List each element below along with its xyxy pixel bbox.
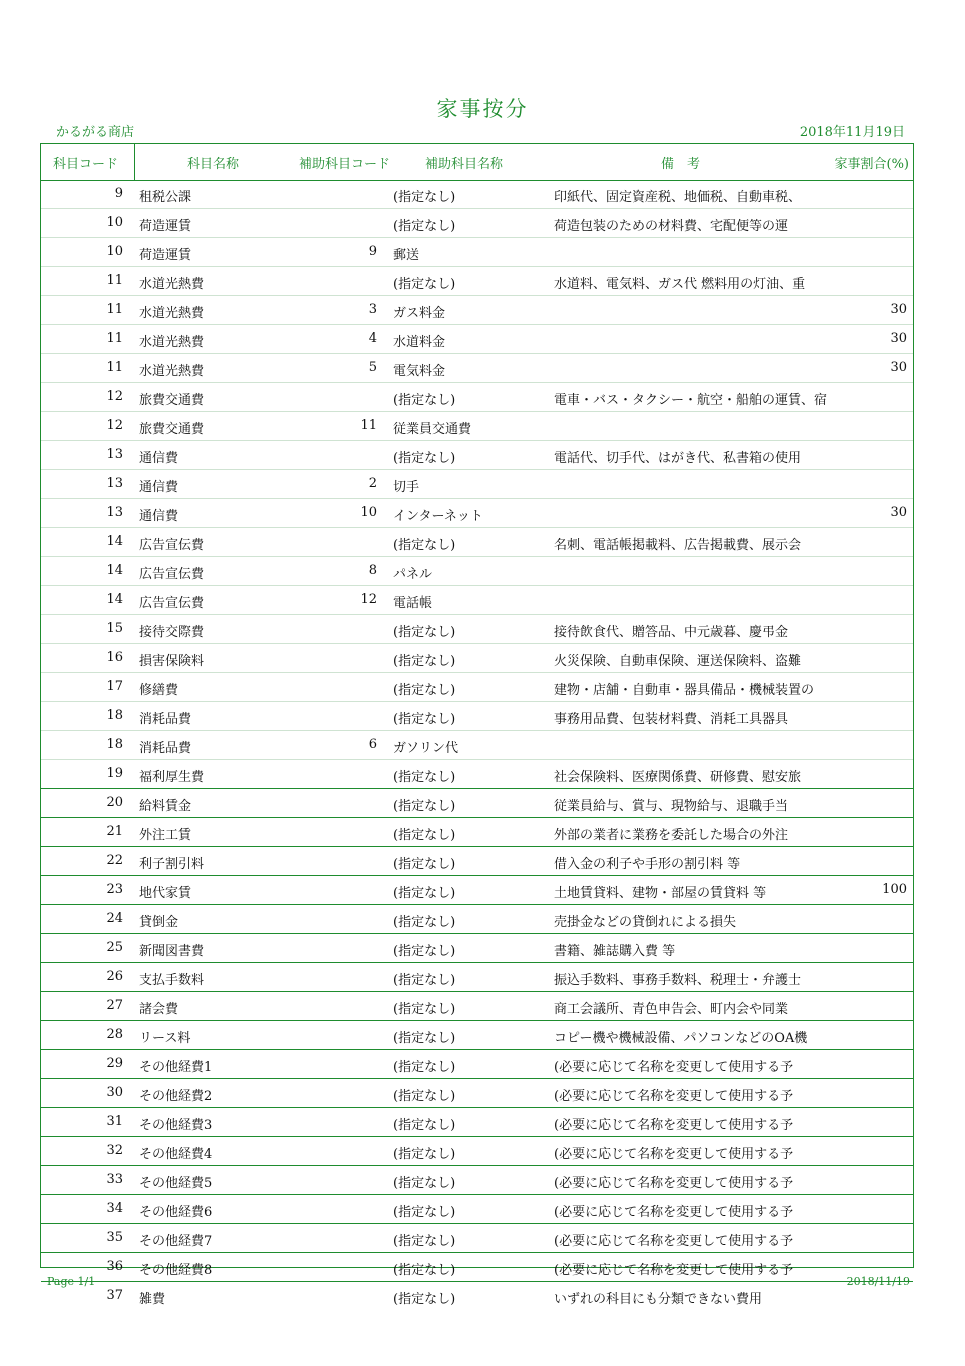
cell-note: 水道料、電気料、ガス代 燃料用の灯油、重 — [554, 277, 806, 292]
cell-note: (必要に応じて名称を変更して使用する予 — [554, 1176, 794, 1191]
table-row — [41, 1050, 913, 1079]
cell-ratio: 30 — [890, 360, 907, 375]
cell-code: 11 — [106, 331, 123, 346]
cell-name: 支払手数料 — [139, 973, 205, 988]
cell-code: 24 — [106, 911, 123, 926]
cell-code: 14 — [106, 534, 123, 549]
cell-name: その他経費3 — [139, 1118, 213, 1133]
cell-sub-name: 電話帳 — [393, 596, 433, 611]
cell-sub-name: (指定なし) — [393, 654, 456, 669]
cell-name: 水道光熱費 — [139, 306, 205, 321]
cell-name: 旅費交通費 — [139, 393, 205, 408]
report-title: 家事按分 — [436, 97, 529, 121]
header-code: 科目コード — [53, 157, 119, 172]
cell-name: 通信費 — [139, 480, 179, 495]
cell-code: 14 — [106, 563, 123, 578]
cell-note: 商工会議所、青色申告会、町内会や同業 — [554, 1002, 789, 1017]
cell-note: 火災保険、自動車保険、運送保険料、盗難 — [554, 654, 802, 669]
table-row — [41, 412, 913, 441]
cell-sub-name: 切手 — [393, 480, 420, 495]
cell-sub-name: (指定なし) — [393, 886, 456, 901]
header-sub-name: 補助科目名称 — [425, 157, 504, 172]
cell-name: 広告宣伝費 — [139, 538, 205, 553]
cell-name: 諸会費 — [139, 1002, 179, 1017]
table-row — [41, 963, 913, 992]
cell-code: 34 — [106, 1201, 123, 1216]
cell-name: 消耗品費 — [139, 741, 192, 756]
cell-code: 22 — [106, 853, 123, 868]
cell-sub-name: (指定なし) — [393, 1234, 456, 1249]
cell-name: 貸倒金 — [139, 915, 179, 930]
cell-sub-name: (指定なし) — [393, 1002, 456, 1017]
header-sub-code: 補助科目コード — [299, 157, 391, 172]
header-ratio: 家事割合(%) — [834, 157, 909, 172]
cell-sub-name: (指定なし) — [393, 1118, 456, 1133]
cell-note: (必要に応じて名称を変更して使用する予 — [554, 1060, 794, 1075]
cell-note: 事務用品費、包装材料費、消耗工具器具 — [554, 712, 789, 727]
cell-note: (必要に応じて名称を変更して使用する予 — [554, 1147, 794, 1162]
table-body — [41, 180, 913, 1310]
cell-code: 33 — [106, 1172, 123, 1187]
cell-code: 23 — [106, 882, 123, 897]
cell-sub-code: 9 — [368, 244, 377, 259]
cell-sub-name: (指定なし) — [393, 712, 456, 727]
cell-name: 消耗品費 — [139, 712, 192, 727]
cell-name: その他経費2 — [139, 1089, 213, 1104]
cell-code: 31 — [106, 1114, 123, 1129]
cell-sub-code: 10 — [360, 505, 377, 520]
cell-sub-name: (指定なし) — [393, 857, 456, 872]
cell-name: 損害保険料 — [139, 654, 205, 669]
cell-name: 雑費 — [139, 1292, 166, 1307]
cell-sub-name: (指定なし) — [393, 1031, 456, 1046]
table-row — [41, 470, 913, 499]
cell-name: リース料 — [139, 1031, 191, 1046]
cell-note: (必要に応じて名称を変更して使用する予 — [554, 1118, 794, 1133]
cell-name: その他経費4 — [139, 1147, 213, 1162]
cell-name: 修繕費 — [139, 683, 179, 698]
cell-sub-name: (指定なし) — [393, 828, 456, 843]
cell-note: 電話代、切手代、はがき代、私書箱の使用 — [554, 451, 802, 466]
table-row — [41, 441, 913, 470]
cell-code: 27 — [106, 998, 123, 1013]
cell-name: その他経費8 — [139, 1263, 213, 1278]
cell-note: 土地賃貸料、建物・部屋の賃貸料 等 — [554, 886, 767, 901]
cell-sub-code: 11 — [360, 418, 377, 433]
cell-code: 37 — [106, 1288, 123, 1303]
cell-code: 13 — [106, 447, 123, 462]
cell-note: (必要に応じて名称を変更して使用する予 — [554, 1089, 794, 1104]
cell-sub-name: (指定なし) — [393, 1263, 456, 1278]
cell-code: 16 — [106, 650, 123, 665]
table-row — [41, 760, 913, 789]
table-row — [41, 383, 913, 412]
table-row — [41, 528, 913, 557]
cell-note: 接待飲食代、贈答品、中元歳暮、慶弔金 — [554, 625, 789, 640]
cell-sub-name: 電気料金 — [393, 364, 446, 379]
cell-note: 電車・バス・タクシー・航空・船舶の運賃、宿 — [554, 393, 828, 408]
cell-code: 10 — [106, 215, 123, 230]
cell-name: その他経費5 — [139, 1176, 213, 1191]
table-row — [41, 789, 913, 818]
cell-sub-name: (指定なし) — [393, 625, 456, 640]
header-note: 備 考 — [661, 157, 701, 172]
cell-sub-name: (指定なし) — [393, 1292, 456, 1307]
cell-note: (必要に応じて名称を変更して使用する予 — [554, 1234, 794, 1249]
cell-sub-name: (指定なし) — [393, 799, 456, 814]
cell-note: 振込手数料、事務手数料、税理士・弁護士 — [554, 973, 802, 988]
cell-code: 12 — [106, 418, 123, 433]
table-row — [41, 731, 913, 760]
cell-name: 水道光熱費 — [139, 335, 205, 350]
table-row — [41, 267, 913, 296]
cell-sub-code: 3 — [368, 302, 377, 317]
cell-name: 租税公課 — [139, 190, 192, 205]
cell-note: 従業員給与、賞与、現物給与、退職手当 — [554, 799, 789, 814]
table-header — [41, 144, 913, 181]
cell-note: 外部の業者に業務を委託した場合の外注 — [554, 828, 789, 843]
cell-sub-code: 12 — [360, 592, 377, 607]
cell-code: 10 — [106, 244, 123, 259]
cell-sub-name: パネル — [393, 567, 433, 582]
table-row — [41, 905, 913, 934]
table-row — [41, 1137, 913, 1166]
cell-sub-name: (指定なし) — [393, 190, 456, 205]
cell-name: 利子割引料 — [139, 857, 205, 872]
table-row — [41, 325, 913, 354]
cell-name: その他経費7 — [139, 1234, 213, 1249]
table-row — [41, 934, 913, 963]
table-row — [41, 557, 913, 586]
cell-name: 新聞図書費 — [139, 944, 205, 959]
cell-sub-name: 水道料金 — [393, 335, 446, 350]
cell-code: 25 — [106, 940, 123, 955]
table-row — [41, 499, 913, 528]
table-row — [41, 209, 913, 238]
cell-note: いずれの科目にも分類できない費用 — [554, 1292, 763, 1307]
cell-sub-name: (指定なし) — [393, 277, 456, 292]
cell-ratio: 30 — [890, 505, 907, 520]
cell-sub-name: (指定なし) — [393, 393, 456, 408]
cell-sub-name: (指定なし) — [393, 1176, 456, 1191]
table-row — [41, 586, 913, 615]
cell-code: 13 — [106, 505, 123, 520]
header-divider — [134, 144, 135, 180]
table-row — [41, 238, 913, 267]
cell-sub-name: ガソリン代 — [393, 741, 459, 756]
cell-note: コピー機や機械設備、パソコンなどのOA機 — [554, 1031, 808, 1046]
table-row — [41, 992, 913, 1021]
cell-name: 給料賃金 — [139, 799, 192, 814]
table-row — [41, 1108, 913, 1137]
cell-code: 11 — [106, 360, 123, 375]
cell-note: 荷造包装のための材料費、宅配便等の運 — [554, 219, 789, 234]
table-row — [41, 876, 913, 905]
cell-note: (必要に応じて名称を変更して使用する予 — [554, 1205, 794, 1220]
cell-sub-name: (指定なし) — [393, 538, 456, 553]
cell-name: 福利厚生費 — [139, 770, 205, 785]
cell-sub-name: (指定なし) — [393, 1205, 456, 1220]
report-date: 2018年11月19日 — [799, 125, 905, 140]
header-name: 科目名称 — [187, 157, 240, 172]
page-number: Page 1/1 — [47, 1275, 96, 1288]
cell-code: 21 — [106, 824, 123, 839]
cell-sub-name: ガス料金 — [393, 306, 446, 321]
cell-name: その他経費6 — [139, 1205, 213, 1220]
cell-code: 12 — [106, 389, 123, 404]
table-row — [41, 1282, 913, 1310]
table-row — [41, 702, 913, 731]
cell-code: 18 — [106, 737, 123, 752]
cell-code: 29 — [106, 1056, 123, 1071]
cell-code: 17 — [106, 679, 123, 694]
cell-sub-name: 従業員交通費 — [393, 422, 472, 437]
table-row — [41, 296, 913, 325]
table-row — [41, 847, 913, 876]
cell-note: 名刺、電話帳掲載料、広告掲載費、展示会 — [554, 538, 802, 553]
footer-date: 2018/11/19 — [846, 1275, 910, 1288]
cell-code: 28 — [106, 1027, 123, 1042]
cell-code: 35 — [106, 1230, 123, 1245]
cell-code: 14 — [106, 592, 123, 607]
table-row — [41, 1166, 913, 1195]
cell-name: 水道光熱費 — [139, 277, 205, 292]
table-row — [41, 1021, 913, 1050]
cell-note: 書籍、雑誌購入費 等 — [554, 944, 676, 959]
cell-note: (必要に応じて名称を変更して使用する予 — [554, 1263, 794, 1278]
cell-note: 借入金の利子や手形の割引料 等 — [554, 857, 741, 872]
cell-name: 通信費 — [139, 451, 179, 466]
cell-name: その他経費1 — [139, 1060, 213, 1075]
cell-name: 地代家賃 — [139, 886, 192, 901]
cell-name: 接待交際費 — [139, 625, 205, 640]
table-row — [41, 673, 913, 702]
cell-code: 19 — [106, 766, 123, 781]
cell-name: 通信費 — [139, 509, 179, 524]
table-row — [41, 818, 913, 847]
cell-note: 売掛金などの貸倒れによる損失 — [554, 915, 737, 930]
cell-sub-name: (指定なし) — [393, 219, 456, 234]
cell-sub-name: インターネット — [393, 509, 483, 524]
cell-name: 水道光熱費 — [139, 364, 205, 379]
cell-name: 荷造運賃 — [139, 219, 192, 234]
cell-name: 旅費交通費 — [139, 422, 205, 437]
cell-name: 外注工賃 — [139, 828, 192, 843]
cell-sub-code: 5 — [368, 360, 377, 375]
cell-note: 建物・店舗・自動車・器具備品・機械装置の — [554, 683, 815, 698]
cell-code: 36 — [106, 1259, 123, 1274]
table-row — [41, 180, 913, 209]
cell-code: 13 — [106, 476, 123, 491]
cell-code: 32 — [106, 1143, 123, 1158]
table-row — [41, 354, 913, 383]
table-row — [41, 1253, 913, 1282]
cell-sub-name: (指定なし) — [393, 451, 456, 466]
cell-code: 26 — [106, 969, 123, 984]
cell-sub-code: 8 — [368, 563, 377, 578]
cell-code: 15 — [106, 621, 123, 636]
cell-sub-code: 4 — [368, 331, 377, 346]
cell-note: 社会保険料、医療関係費、研修費、慰安旅 — [554, 770, 802, 785]
company-name: かるがる商店 — [56, 125, 135, 140]
cell-ratio: 30 — [890, 302, 907, 317]
cell-name: 荷造運賃 — [139, 248, 192, 263]
cell-ratio: 30 — [890, 331, 907, 346]
table-row — [41, 1224, 913, 1253]
cell-name: 広告宣伝費 — [139, 596, 205, 611]
cell-sub-code: 6 — [368, 737, 377, 752]
cell-sub-code: 2 — [368, 476, 377, 491]
cell-code: 11 — [106, 273, 123, 288]
cell-sub-name: (指定なし) — [393, 973, 456, 988]
cell-code: 11 — [106, 302, 123, 317]
cell-sub-name: (指定なし) — [393, 1060, 456, 1075]
table-row — [41, 1079, 913, 1108]
table-row — [41, 644, 913, 673]
cell-note: 印紙代、固定資産税、地価税、自動車税、 — [554, 190, 802, 205]
cell-sub-name: (指定なし) — [393, 1089, 456, 1104]
cell-sub-name: (指定なし) — [393, 915, 456, 930]
cell-sub-name: 郵送 — [393, 248, 420, 263]
cell-code: 20 — [106, 795, 123, 810]
cell-sub-name: (指定なし) — [393, 1147, 456, 1162]
cell-code: 9 — [114, 186, 123, 201]
table-row — [41, 615, 913, 644]
cell-code: 18 — [106, 708, 123, 723]
cell-code: 30 — [106, 1085, 123, 1100]
cell-name: 広告宣伝費 — [139, 567, 205, 582]
cell-sub-name: (指定なし) — [393, 770, 456, 785]
cell-sub-name: (指定なし) — [393, 683, 456, 698]
cell-sub-name: (指定なし) — [393, 944, 456, 959]
table-row — [41, 1195, 913, 1224]
cell-ratio: 100 — [882, 882, 907, 897]
